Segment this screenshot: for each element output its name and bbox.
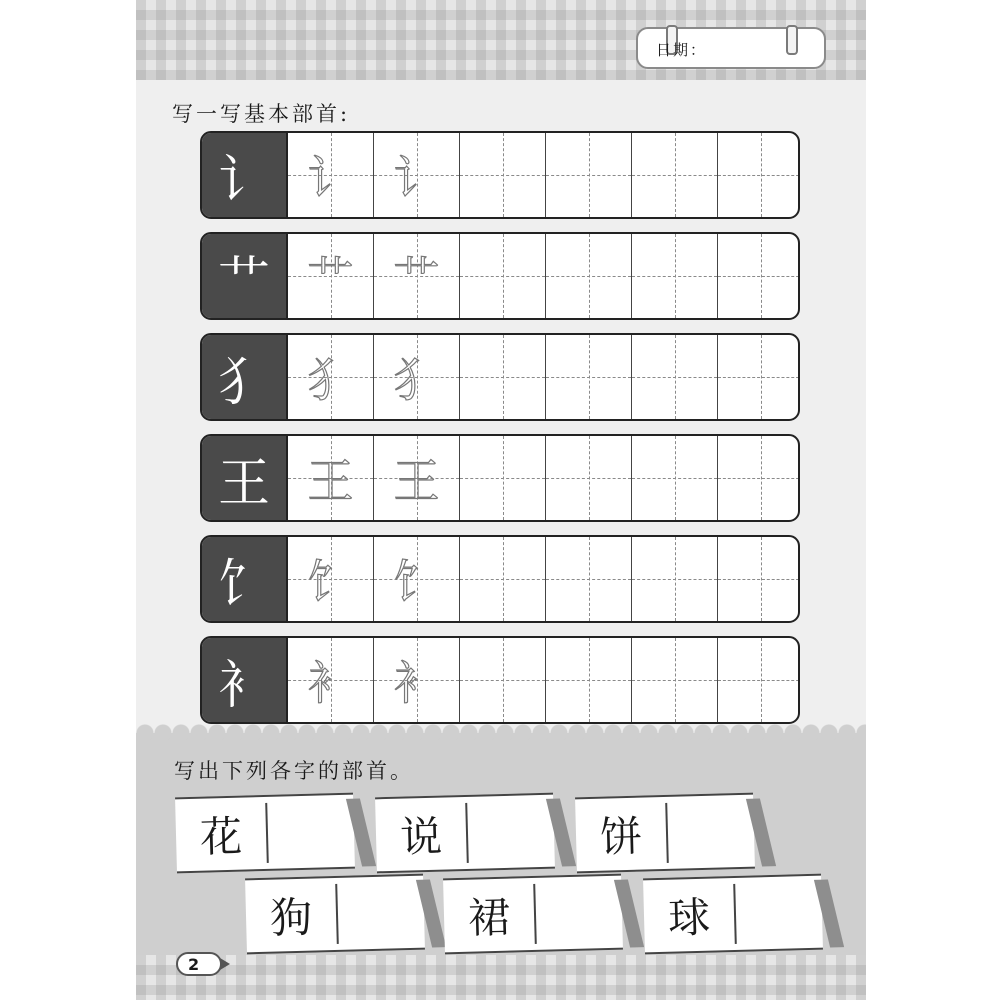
word-card — [575, 793, 755, 874]
practice-row — [200, 131, 800, 219]
trace-glyph: 艹 — [307, 252, 354, 306]
answer-blank[interactable] — [667, 795, 755, 869]
word-character: 裙 — [467, 892, 511, 943]
trace-glyph: 犭 — [393, 353, 440, 407]
radical-quiz-section — [136, 733, 866, 955]
trace-glyph: 讠 — [393, 151, 440, 205]
model-radical: 衤 — [202, 638, 288, 722]
writing-cell[interactable] — [546, 335, 632, 419]
writing-cell[interactable] — [546, 234, 632, 318]
answer-blank[interactable] — [467, 795, 555, 869]
practice-row — [200, 232, 800, 320]
trace-glyph: 衤 — [307, 656, 354, 710]
trace-glyph: 犭 — [307, 353, 354, 407]
word-card — [643, 874, 823, 955]
trace-cell[interactable] — [288, 436, 374, 520]
scallop-edge — [136, 724, 866, 742]
writing-cell[interactable] — [632, 335, 718, 419]
answer-blank[interactable] — [267, 795, 355, 869]
trace-glyph: 讠 — [307, 151, 354, 205]
writing-cell[interactable] — [632, 537, 718, 621]
page-number: 2 — [188, 954, 200, 974]
trace-glyph: 艹 — [393, 252, 440, 306]
trace-cell[interactable] — [374, 436, 460, 520]
instruction-write-radicals: 写一写基本部首: — [172, 102, 351, 126]
date-label: 日期： — [656, 41, 708, 59]
writing-cell[interactable] — [718, 234, 800, 318]
trace-glyph: 衤 — [393, 656, 440, 710]
trace-cell[interactable] — [374, 537, 460, 621]
writing-cell[interactable] — [632, 436, 718, 520]
page-number-badge — [176, 952, 222, 976]
trace-cell[interactable] — [374, 234, 460, 318]
trace-cell[interactable] — [374, 638, 460, 722]
trace-cell[interactable] — [288, 537, 374, 621]
writing-cell[interactable] — [632, 234, 718, 318]
trace-cell[interactable] — [288, 234, 374, 318]
word-card — [245, 874, 425, 955]
answer-blank[interactable] — [535, 876, 623, 950]
trace-cell[interactable] — [288, 133, 374, 217]
word-character: 饼 — [599, 811, 643, 862]
writing-cell[interactable] — [460, 234, 546, 318]
instruction-identify-radicals: 写出下列各字的部首。 — [174, 759, 414, 783]
trace-glyph: 饣 — [393, 555, 440, 609]
answer-blank[interactable] — [735, 876, 823, 950]
word-character: 球 — [667, 892, 711, 943]
writing-cell[interactable] — [460, 537, 546, 621]
clip-right-icon — [786, 25, 798, 55]
model-radical: 艹 — [202, 234, 288, 318]
writing-cell[interactable] — [546, 436, 632, 520]
writing-cell[interactable] — [546, 133, 632, 217]
writing-cell[interactable] — [460, 133, 546, 217]
worksheet-page — [136, 0, 866, 1000]
trace-cell[interactable] — [288, 335, 374, 419]
practice-row — [200, 535, 800, 623]
practice-row — [200, 636, 800, 724]
writing-cell[interactable] — [718, 537, 800, 621]
word-card — [375, 793, 555, 874]
writing-cell[interactable] — [460, 436, 546, 520]
bottom-gingham-band — [136, 955, 866, 1000]
writing-cell[interactable] — [718, 436, 800, 520]
writing-cell[interactable] — [718, 638, 800, 722]
practice-row — [200, 333, 800, 421]
model-radical: 王 — [202, 436, 288, 520]
trace-cell[interactable] — [288, 638, 374, 722]
writing-cell[interactable] — [632, 133, 718, 217]
practice-row — [200, 434, 800, 522]
writing-cell[interactable] — [718, 133, 800, 217]
trace-glyph: 王 — [393, 454, 440, 508]
writing-cell[interactable] — [546, 537, 632, 621]
word-character: 狗 — [269, 892, 313, 943]
trace-cell[interactable] — [374, 335, 460, 419]
word-character: 说 — [399, 811, 443, 862]
word-character: 花 — [199, 811, 243, 862]
trace-glyph: 王 — [307, 454, 354, 508]
writing-cell[interactable] — [460, 335, 546, 419]
trace-cell[interactable] — [374, 133, 460, 217]
date-box — [636, 27, 826, 69]
word-card — [443, 874, 623, 955]
writing-cell[interactable] — [460, 638, 546, 722]
model-radical: 饣 — [202, 537, 288, 621]
trace-glyph: 饣 — [307, 555, 354, 609]
writing-cell[interactable] — [718, 335, 800, 419]
answer-blank[interactable] — [337, 876, 425, 950]
writing-cell[interactable] — [546, 638, 632, 722]
model-radical: 讠 — [202, 133, 288, 217]
word-card — [175, 793, 355, 874]
model-radical: 犭 — [202, 335, 288, 419]
writing-cell[interactable] — [632, 638, 718, 722]
